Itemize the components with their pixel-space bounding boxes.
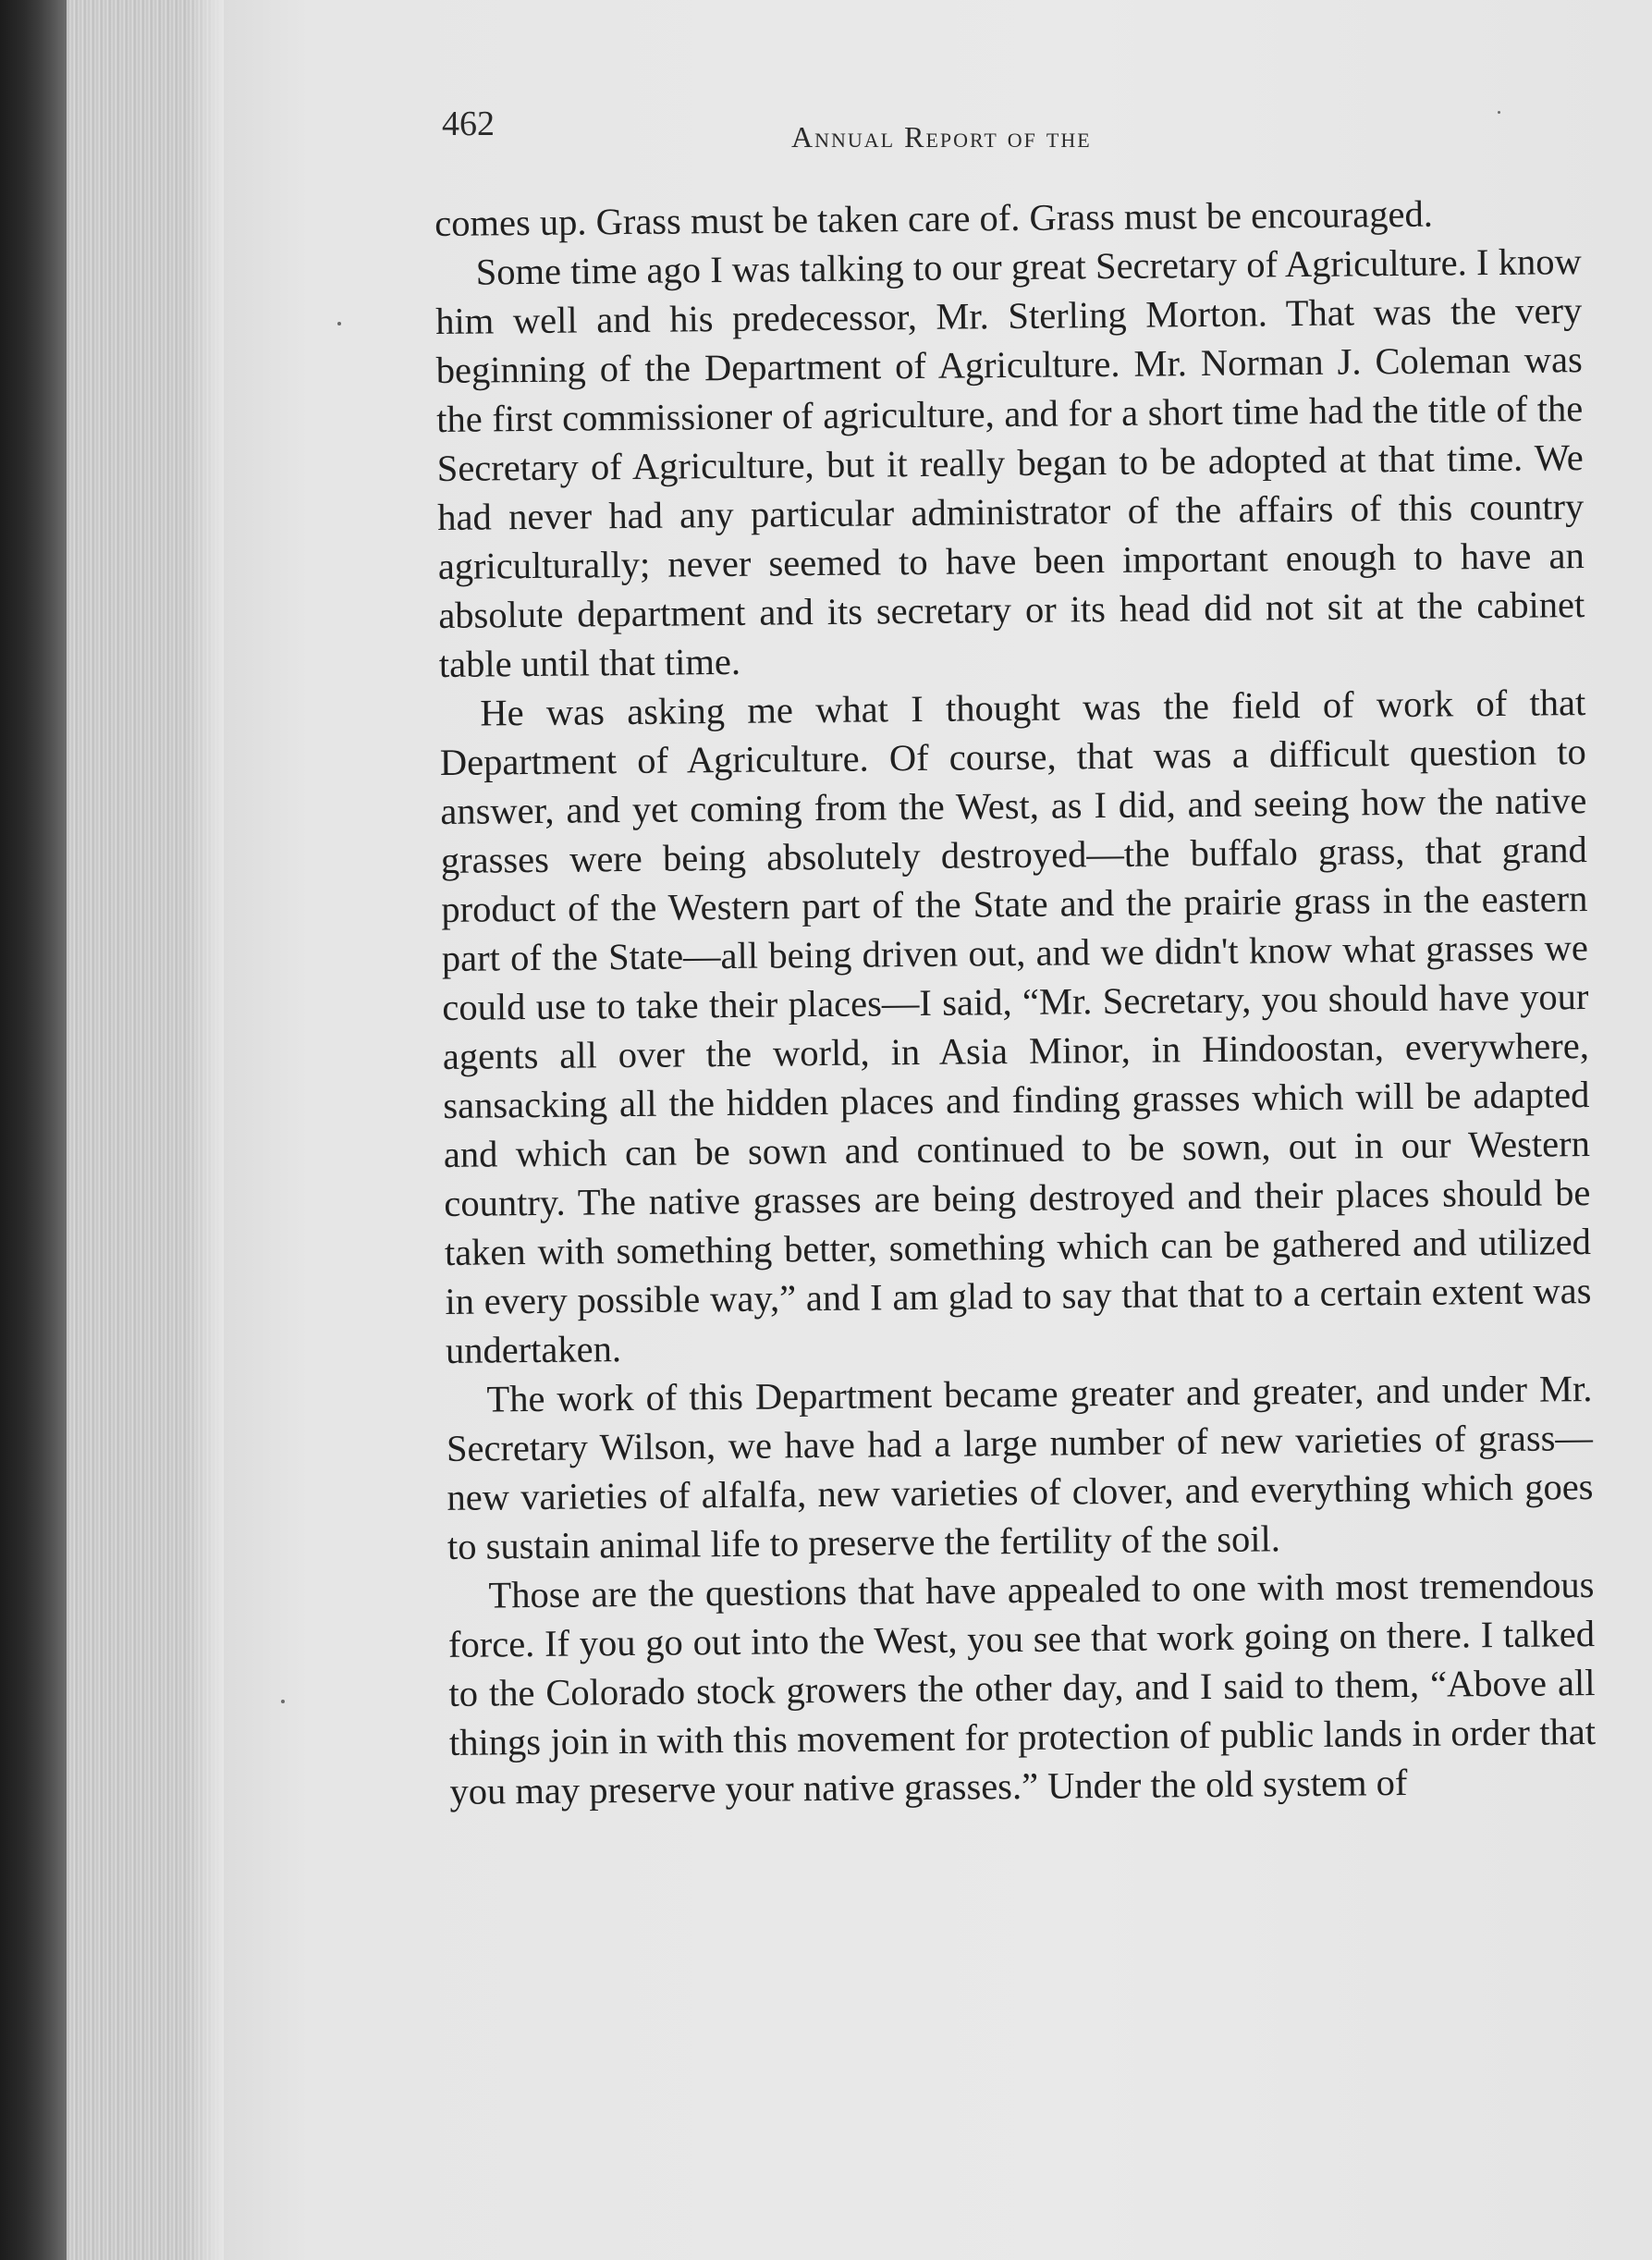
page-header	[442, 104, 1579, 168]
paper-speck	[281, 1700, 285, 1703]
paper-speck	[337, 322, 341, 325]
page-edges	[67, 0, 224, 2260]
body-text	[434, 188, 1597, 1816]
paragraph: comes up. Grass must be taken care of. Grass must be encouraged.	[434, 192, 1434, 244]
paragraph: He was asking me what I thought was the field of work of that Department of Agriculture. Of course, that was a difficult question to answer, and yet coming from the West, as I did, and seeing how the native grasses were being absolutely destroyed—the buffalo grass, that grand product of the Western part of the State and the prairie grass in the eastern part of the State—all being driven out, and we didn't know what grasses we could use to take their places—I said, “Mr. Secretary, you should have your agents all over the world, in Asia Minor, in Hindoostan, everywhere, sansacking all the hidden places and finding grasses which will be adapted and which can be sown and continued to be sown, out in our Western country. The native grasses are being destroyed and their places should be taken with something better, something which can be gathered and utilized in every possible way,” and I am glad to say that that to a certain extent was undertaken.	[439, 682, 1592, 1371]
paragraph: Some time ago I was talking to our great Secretary of Agriculture. I know him well and his predecessor, Mr. Sterling Morton. That was the very beginning of the Department of Agriculture. Mr. Norman J. Coleman was the first commissioner of agriculture, and for a short time had the title of the Secretary of Agriculture, but it really began to be adopted at that time. We had never had any particular administrator of the affairs of this country agriculturally; never seemed to have been important enough to have an absolute department and its secretary or its head did not sit at the cabinet table until that time.	[435, 240, 1585, 685]
paragraph: The work of this Department became greater and greater, and under Mr. Secretary Wilson, we have had a large number of new varieties of grass—new varieties of alfalfa, new varieties of clover, and everything which goes to sustain animal life to preserve the fertility of the soil.	[446, 1368, 1594, 1567]
running-head: Annual Report of the	[791, 120, 1092, 154]
page-number: 462	[442, 104, 495, 143]
paragraph: Those are the questions that have appealed to one with most tremendous force. If you go out into the West, you see that work going on there. I talked to the Colorado stock growers the other day, and I said to them, “Above all things join in with this movement for protection of public lands in order that you may preserve your native grasses.” Under the old system of	[447, 1564, 1597, 1812]
book-binding	[0, 0, 67, 2260]
